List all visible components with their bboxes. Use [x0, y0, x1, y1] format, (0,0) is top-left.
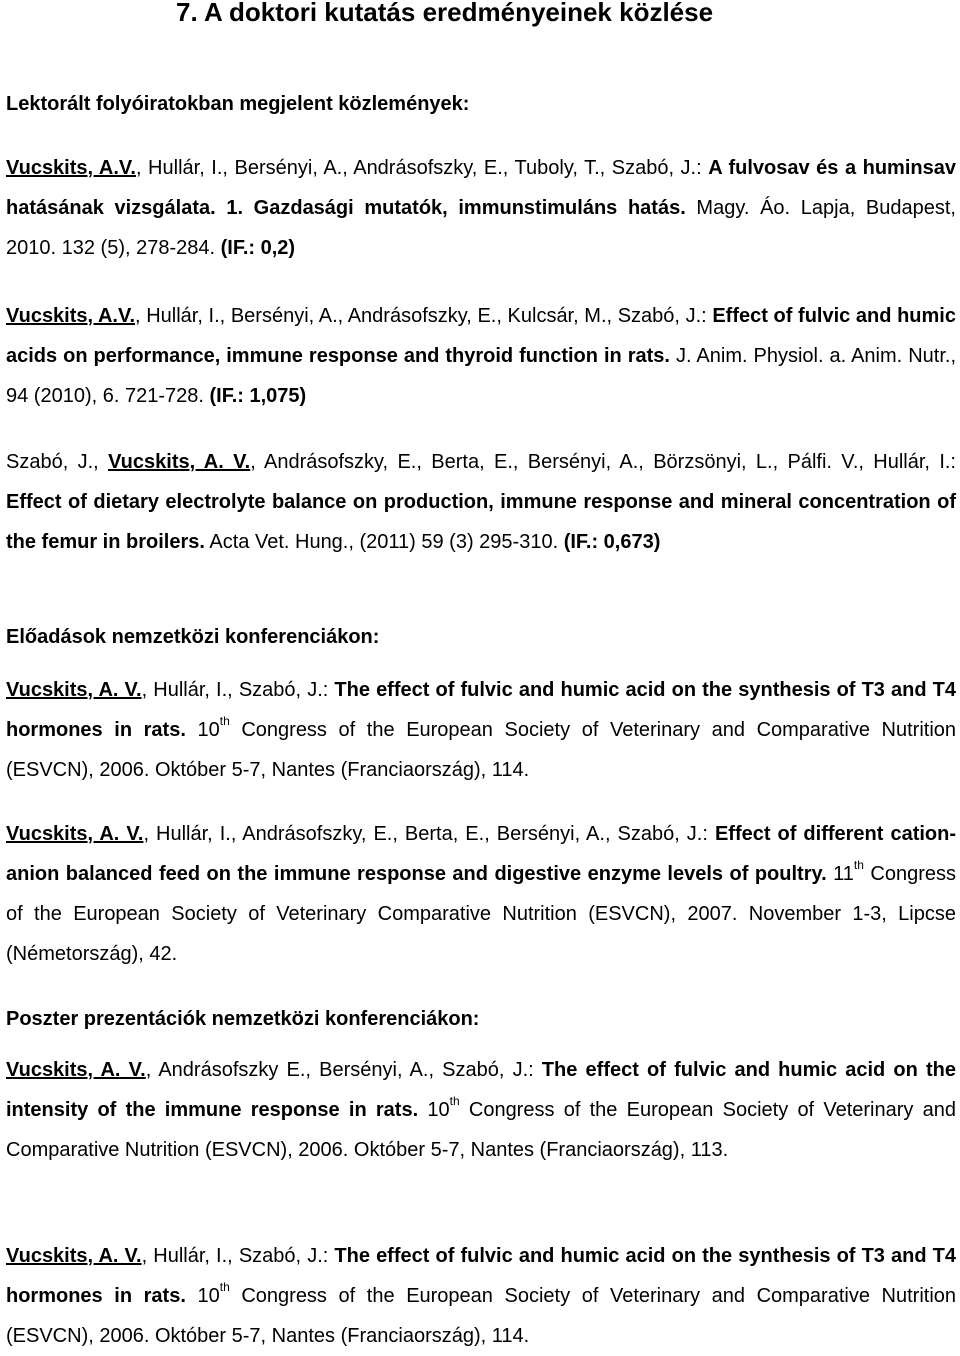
lecture-entry	[6, 670, 956, 790]
publication-entry	[6, 148, 956, 268]
publication-title: Effect of fulvic and humic acids on performance, immune response and thyroid function in rats.	[6, 305, 956, 367]
coauthors: , Hullár, I., Andrásofszky, E., Berta, E., Bersényi, A., Szabó, J.:	[143, 823, 715, 845]
lecture-entry	[6, 814, 956, 974]
publication-source: J. Anim. Physiol. a. Anim. Nutr., 94 (2010), 6. 721-728.	[6, 345, 956, 407]
ordinal-suffix: th	[219, 1280, 230, 1295]
poster-entry	[6, 1050, 956, 1170]
author-main: Vucskits, A. V.	[6, 679, 142, 701]
author-main: Vucskits, A. V.	[6, 1245, 142, 1267]
poster-entry	[6, 1236, 956, 1356]
publication-entry	[6, 296, 956, 416]
congress-number: 10	[185, 719, 220, 741]
ordinal-suffix: th	[449, 1094, 460, 1109]
congress-venue: Congress of the European Society of Veterinary and Comparative Nutrition (ESVCN), 2006. Október 5-7, Nantes (Franciaország), 113.	[6, 1099, 957, 1161]
congress-venue: Congress of the European Society of Veterinary and Comparative Nutrition (ESVCN), 2006. Október 5-7, Nantes (Franciaország), 114.	[6, 1285, 957, 1347]
author-main: Vucskits, A. V.	[6, 1059, 146, 1081]
congress-number: 10	[418, 1099, 450, 1121]
coauthors: , Hullár, I., Bersényi, A., Andrásofszky, E., Kulcsár, M., Szabó, J.:	[135, 305, 713, 327]
section-heading-lectures: Előadások nemzetközi konferenciákon:	[6, 626, 380, 648]
coauthors: , Andrásofszky, E., Berta, E., Bersényi, A., Börzsönyi, L., Pálfi. V., Hullár, I.:	[250, 451, 956, 473]
publication-title: A fulvosav és a huminsav hatásának vizsgálata. 1. Gazdasági mutatók, immunstimuláns hatás.	[6, 157, 956, 219]
impact-factor: (IF.: 1,075)	[209, 385, 307, 407]
congress-venue: Congress of the European Society of Veterinary and Comparative Nutrition (ESVCN), 2006. Október 5-7, Nantes (Franciaország), 114.	[6, 719, 957, 781]
ordinal-suffix: th	[853, 858, 864, 873]
presentation-title: The effect of fulvic and humic acid on the intensity of the immune response in rats.	[6, 1059, 956, 1121]
author-main: Vucskits, A.V.	[6, 157, 136, 179]
coauthors: , Andrásofszky E., Bersényi, A., Szabó, J.:	[145, 1059, 542, 1081]
congress-number: 11	[826, 863, 854, 885]
author-main: Vucskits, A. V.	[6, 823, 144, 845]
section-heading-posters: Poszter prezentációk nemzetközi konferenciákon:	[6, 1008, 480, 1030]
section-heading-journals: Lektorált folyóiratokban megjelent közlemények:	[6, 93, 470, 115]
presentation-title: The effect of fulvic and humic acid on the synthesis of T3 and T4 hormones in rats.	[6, 679, 957, 741]
author-main: Vucskits, A. V.	[108, 451, 251, 473]
impact-factor: (IF.: 0,2)	[220, 237, 296, 259]
coauthors: , Hullár, I., Szabó, J.:	[141, 1245, 335, 1267]
lead-author: Szabó, J.,	[6, 451, 109, 473]
coauthors: , Hullár, I., Bersényi, A., Andrásofszky, E., Tuboly, T., Szabó, J.:	[135, 157, 709, 179]
congress-number: 10	[185, 1285, 220, 1307]
presentation-title: Effect of different cation-anion balanced feed on the immune response and digestive enzyme levels of poultry.	[6, 823, 957, 885]
publication-source: Acta Vet. Hung., (2011) 59 (3) 295-310.	[204, 531, 564, 553]
page-title: 7. A doktori kutatás eredményeinek közlése	[176, 0, 714, 27]
publication-source: Magy. Áo. Lapja, Budapest, 2010. 132 (5), 278-284.	[6, 197, 956, 259]
publication-entry	[6, 442, 956, 562]
author-main: Vucskits, A.V.	[6, 305, 136, 327]
publication-title: Effect of dietary electrolyte balance on production, immune response and mineral concentration of the femur in broilers.	[6, 491, 956, 553]
ordinal-suffix: th	[219, 714, 230, 729]
coauthors: , Hullár, I., Szabó, J.:	[141, 679, 335, 701]
congress-venue: Congress of the European Society of Veterinary Comparative Nutrition (ESVCN), 2007. November 1-3, Lipcse (Németország), 42.	[6, 863, 956, 965]
presentation-title: The effect of fulvic and humic acid on the synthesis of T3 and T4 hormones in rats.	[6, 1245, 957, 1307]
impact-factor: (IF.: 0,673)	[563, 531, 661, 553]
